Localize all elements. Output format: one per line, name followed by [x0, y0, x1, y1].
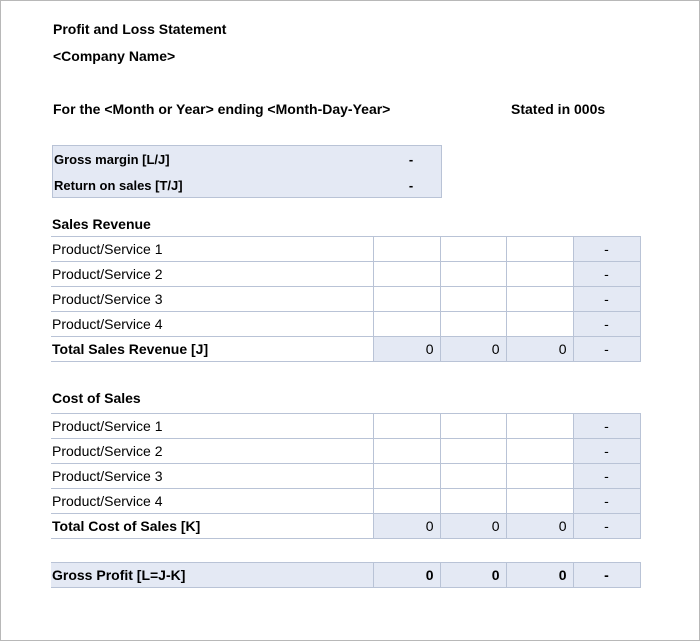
gross-profit-label: Gross Profit [L=J-K] [51, 563, 373, 588]
total-value: 0 [440, 514, 506, 539]
input-cell[interactable] [373, 262, 440, 287]
input-cell[interactable] [506, 439, 573, 464]
input-cell[interactable] [440, 414, 506, 439]
ratios-box [52, 145, 442, 198]
input-cell[interactable] [373, 414, 440, 439]
table-row [51, 414, 640, 439]
row-total: - [573, 489, 640, 514]
ratio-label: Return on sales [T/J] [54, 178, 183, 193]
cost-of-sales-table [51, 413, 641, 539]
table-row [51, 489, 640, 514]
gross-profit-value: 0 [373, 563, 440, 588]
cost-of-sales-heading: Cost of Sales [52, 390, 141, 406]
row-label: Product/Service 3 [51, 287, 373, 312]
row-label: Product/Service 2 [51, 262, 373, 287]
sales-revenue-table [51, 236, 641, 362]
input-cell[interactable] [440, 237, 506, 262]
total-value: 0 [373, 337, 440, 362]
gross-profit-table [51, 562, 641, 588]
total-value: 0 [373, 514, 440, 539]
row-label: Product/Service 2 [51, 439, 373, 464]
input-cell[interactable] [373, 464, 440, 489]
input-cell[interactable] [440, 287, 506, 312]
input-cell[interactable] [373, 287, 440, 312]
table-row [51, 262, 640, 287]
table-row [51, 312, 640, 337]
row-label: Product/Service 1 [51, 414, 373, 439]
ratio-row-return-on-sales [53, 173, 441, 199]
row-total: - [573, 439, 640, 464]
input-cell[interactable] [506, 237, 573, 262]
input-cell[interactable] [440, 262, 506, 287]
table-row [51, 287, 640, 312]
units-note: Stated in 000s [511, 101, 606, 117]
input-cell[interactable] [440, 489, 506, 514]
input-cell[interactable] [506, 414, 573, 439]
input-cell[interactable] [506, 489, 573, 514]
input-cell[interactable] [440, 312, 506, 337]
company-name: <Company Name> [53, 48, 176, 64]
gross-profit-row [51, 563, 640, 588]
input-cell[interactable] [373, 312, 440, 337]
row-total: - [573, 237, 640, 262]
total-label: Total Cost of Sales [K] [51, 514, 373, 539]
total-label: Total Sales Revenue [J] [51, 337, 373, 362]
row-label: Product/Service 4 [51, 489, 373, 514]
row-total: - [573, 464, 640, 489]
row-total: - [573, 414, 640, 439]
input-cell[interactable] [440, 464, 506, 489]
total-row [51, 337, 640, 362]
total-value: 0 [440, 337, 506, 362]
ratio-label: Gross margin [L/J] [54, 152, 170, 167]
input-cell[interactable] [506, 287, 573, 312]
input-cell[interactable] [373, 489, 440, 514]
input-cell[interactable] [440, 439, 506, 464]
table-row [51, 439, 640, 464]
row-total: - [573, 514, 640, 539]
input-cell[interactable] [506, 464, 573, 489]
ratio-value[interactable]: - [408, 152, 414, 167]
row-total: - [573, 262, 640, 287]
row-label: Product/Service 3 [51, 464, 373, 489]
gross-profit-value: 0 [440, 563, 506, 588]
input-cell[interactable] [506, 262, 573, 287]
gross-profit-total: - [573, 563, 640, 588]
table-row [51, 237, 640, 262]
table-row [51, 464, 640, 489]
input-cell[interactable] [373, 237, 440, 262]
sales-revenue-heading: Sales Revenue [52, 216, 151, 232]
row-label: Product/Service 4 [51, 312, 373, 337]
page-title: Profit and Loss Statement [53, 21, 227, 37]
row-total: - [573, 337, 640, 362]
row-label: Product/Service 1 [51, 237, 373, 262]
ratio-value[interactable]: - [408, 178, 414, 193]
row-total: - [573, 312, 640, 337]
input-cell[interactable] [373, 439, 440, 464]
total-value: 0 [506, 337, 573, 362]
input-cell[interactable] [506, 312, 573, 337]
gross-profit-value: 0 [506, 563, 573, 588]
period-line: For the <Month or Year> ending <Month-Day-Year> [53, 101, 391, 117]
total-value: 0 [506, 514, 573, 539]
total-row [51, 514, 640, 539]
row-total: - [573, 287, 640, 312]
ratio-row-gross-margin [53, 147, 441, 173]
